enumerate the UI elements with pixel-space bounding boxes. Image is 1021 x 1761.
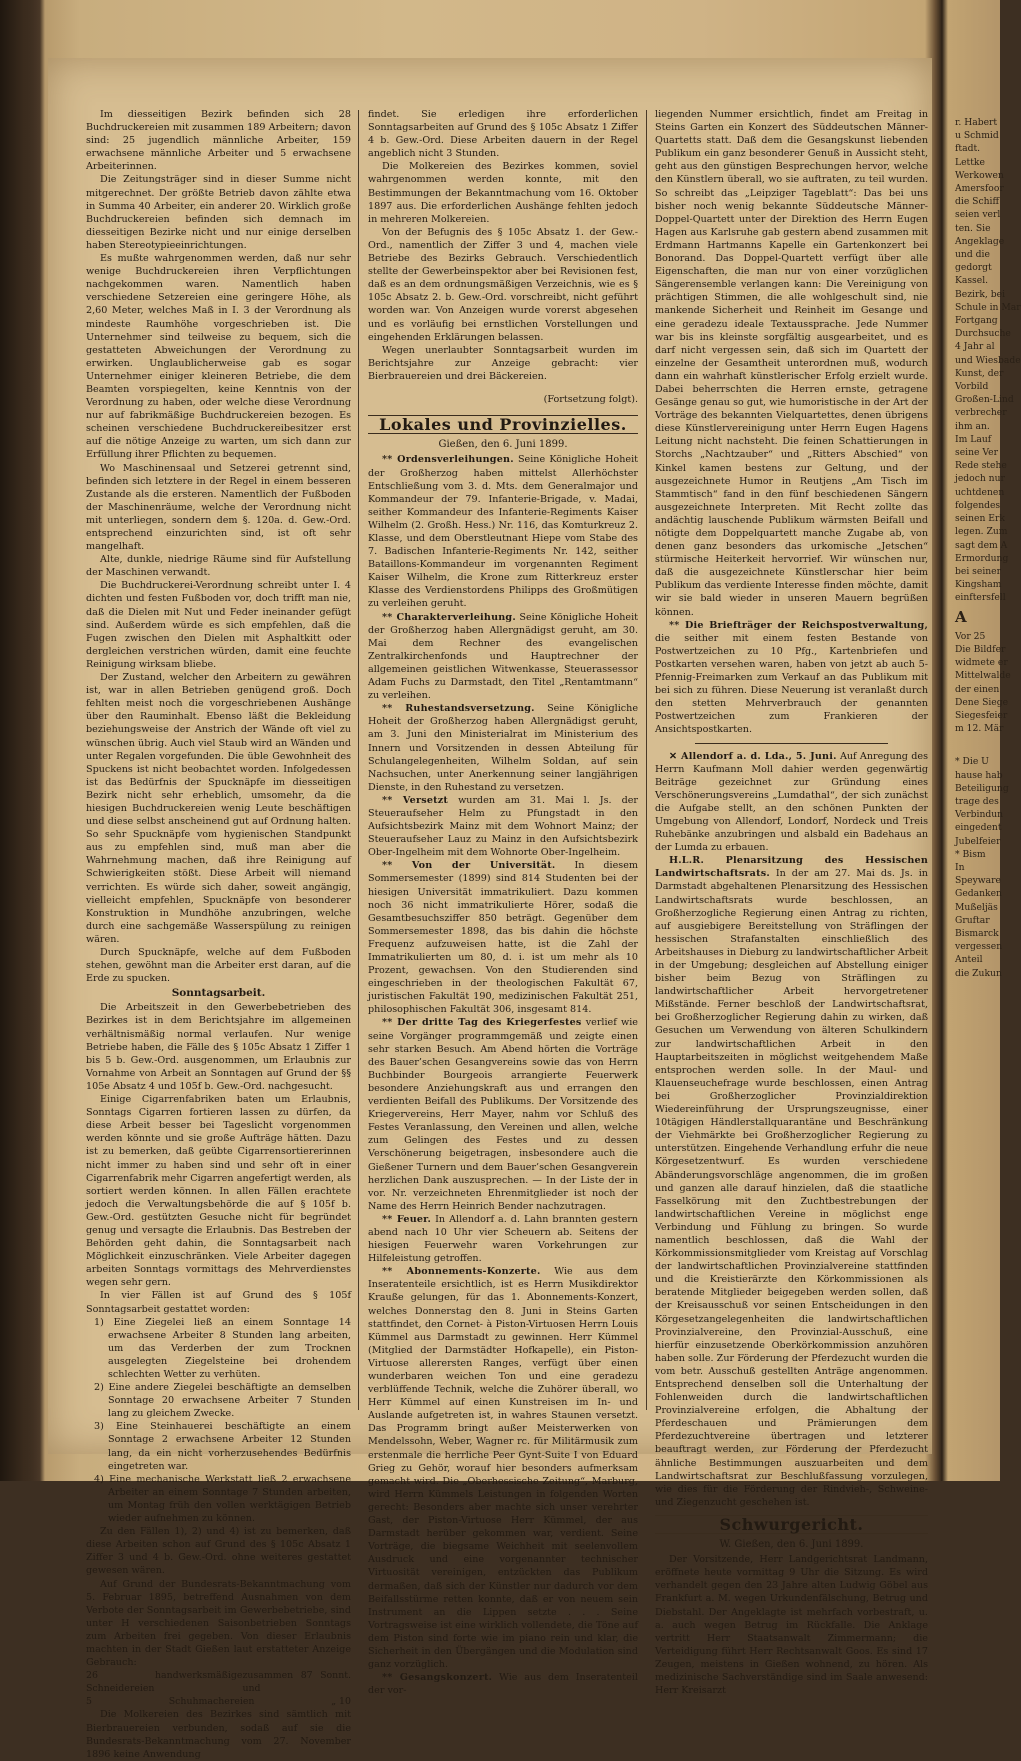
paragraph: Im diesseitigen Bezirk befinden sich 28 Buchdruckereien mit zusammen 189 Arbeitern; davon sind: 25 jugendlich männliche Arbeiter, 159 erwachsene männliche Arbeiter und 5 erwachsene Arbeiterinnen. — [86, 109, 351, 173]
fragment-line: Kassel. — [955, 275, 989, 287]
fragment-heading: A — [955, 607, 967, 626]
fragment-line: Amersfoor — [955, 183, 1004, 195]
fragment-line: seien verl — [955, 209, 1001, 221]
fragment-line: Siegesfeier — [955, 709, 1008, 721]
fragment-line: u Schmid — [955, 130, 999, 142]
news-item — [368, 859, 638, 1016]
table-cell: Schuhmachereien — [168, 1696, 255, 1708]
fragment-line: Vor 25 — [955, 630, 986, 642]
fragment-line: r. Habert — [955, 117, 998, 128]
paragraph: liegenden Nummer ersichtlich, findet am Freitag in Steins Garten ein Konzert des Süddeutschen Männer-Quartetts statt. Daß dem die Gesangskunst liebenden Publikum ein ganz besonderer Genuß in Aussicht steht, geht aus den günstigen Besprechungen hervor, welche den Künstlern überall, wo sie auftraten, zu teil wurden. So schreibt das „Leipziger Tageblatt“: Das bei uns bisher noch wenig bekannte Süddeutsche Männer-Doppel-Quartett unter der Direktion des Herrn Eugen Hagen aus Karlsruhe gab gestern abend zusammen mit Erdmann Hartmanns Kapelle ein Gartenkonzert bei Bonorand. Das Doppel-Quartett verfügt über alle Eigenschaften, die man nur von einer vorzüglichen Sängerensemble verlangen kann: Die Vereinigung von prächtigen Stimmen, die alle wohlgeschult sind, nie mankende Sicherheit und Reinheit im Gesange und eine geradezu ideale Textaussprache. Jede Nummer war bis ins kleinste sorgfältig ausgearbeitet, und es darf nicht vergessen sein, daß sich im Quartett der einzelne der Gesamtheit unterordnen muß, wodurch dann ein wahrhaft künstlerischer Erfolg erzielt wurde. Dabei beherrschten die Herren ernste, getragene Gesänge genau so gut, wie humoristische in der Art der Vorträge des bekannten Vielquartettes, denen übrigens diese Künstlervereinigung unter Herrn Eugen Hagens Leitung nicht nachsteht. Die feinen Schattierungen in Storchs „Nachtzauber“ und „Ritters Abschied“ von Kinkel kamen bestens zur Geltung, und der ausgezeichnete Humor in Reutjens „Am Tisch im Stammtisch“ fand in den fünf beschiedenen Sängern ausgezeichnete Interpreten. Mit Recht zollte das andächtig lauschende Publikum wärmsten Beifall und nötigte dem Doppelquartett manche Zugabe ab, von denen ganz besonders das urkomische „Jetschen“ stürmische Heiterkeit hervorrief. Wir wünschen nur, daß die ausgezeichnete Künstlerschar hier beim Publikum das verdiente Interesse finden möchte, damit wir sie bald wieder in unseren Mauern begrüßen können. — [655, 109, 928, 618]
paragraph: Die Buchdruckerei-Verordnung schreibt unter I. 4 dichten und festen Fußboden vor, doch trifft man nie, daß die Dielen mit Nut und Feder ineinander gefügt sind. Außerdem würde es sich empfehlen, daß die Fugen zwischen den Dielen mit Asphaltkitt oder dergleichen verstrichen würden, damit eine feuchte Reinigung wirksam bliebe. — [86, 580, 351, 670]
fragment-line: Vorbild — [955, 381, 989, 393]
item-heading: ** Feuer. — [382, 1213, 432, 1225]
news-item — [368, 702, 638, 794]
news-item — [368, 611, 638, 703]
fragment-line: vergessen — [955, 941, 1003, 953]
item-heading: ** Ordensverleihungen. — [382, 454, 514, 466]
section-title: Sonntagsarbeit. — [171, 987, 266, 1000]
column-1 — [86, 108, 351, 1760]
column-3 — [655, 108, 928, 1697]
item-text: Seine Königliche Hoheit der Großherzog haben mittelst Allerhöchster Entschließung vom 3. d. Mts. dem Generalmajor und Kommandeur der 79. Infanterie-Brigade, v. Madai, seither Kommandeur des Infanterie-Regiments Kaiser Wilhelm (2. Großh. Hess.) Nr. 116, das Komturkreuz 2. Klasse, und dem Oberstleutnant Hiepe vom Stabe des 7. Badischen Infanterie-Regiments Nr. 142, seither Bataillons-Kommandeur im vorgenannten Regiment Kaiser Wilhelm, die Krone zum Ritterkreuz erster Klasse des Verdienstordens Philipps des Großmütigen zu verleihen geruht. — [368, 454, 638, 610]
paragraph: Auf Grund der Bundesrats-Bekanntmachung vom 5. Februar 1895, betreffend Ausnahmen von dem Verbote der Sonntagsarbeit im Gewerbebetriebe, sind unter H verschiedenen Saisonbetrieben Sonntags zum Arbeiten frei gegeben. Von dieser Erlaubnis machten in der Stadt Gießen laut erstatteter Anzeige Gebrauch: — [86, 1578, 351, 1669]
fragment-lines — [955, 116, 1021, 605]
fragment-line: einftersfell — [955, 592, 1006, 604]
fragment-line: Gruftar — [955, 914, 990, 926]
news-items — [368, 453, 638, 1697]
paragraph: Die Zeitungsträger sind in dieser Summe nicht mitgerechnet. Der größte Betrieb davon zählte etwa in Summa 40 Arbeiter, ein anderer 20. Wirklich große Buchdruckereien befinden sich demnach im diesseitigen Bezirke nicht und nur einige derselben haben Stereotypieeinrichtungen. — [86, 174, 351, 251]
fragment-line: widmete er — [955, 657, 1008, 669]
fragment-line: Lettke — [955, 156, 985, 168]
column-rule — [646, 110, 647, 1410]
news-item — [655, 750, 928, 855]
fragment-line: gedorgt — [955, 262, 992, 274]
item-text: In diesem Sommersemester (1899) sind 814 Studenten bei der hiesigen Universität immatrikuliert. Dazu kommen noch 36 nicht immatrikulierte Hörer, sodaß die Gesamtbesuchsziffer 850 beträgt. Gegenüber dem Sommersemester 1898, das bis dahin die höchste Frequenz aufzuweisen hatte, ist die Zahl der Immatrikulierten um 80, d. i. ist um mehr als 10 Prozent, gewachsen. Von den Studierenden sind eingeschrieben in der theologischen Fakultät 67, juristischen Fakultät 190, medizinischen Fakultät 251, philosophischen Fakultät 306, insgesamt 814. — [368, 860, 638, 1016]
fragment-line: Gedanken — [955, 888, 1002, 900]
fragment-line: Durchsuche — [955, 328, 1011, 340]
paragraph: Wo Maschinensaal und Setzerei getrennt sind, befinden sich letztere in der Regel in einem besseren Zustande als die ersteren. Namentlich der Fußboden der Maschinenräume, welche der Verordnung nicht mit unterliegen, sondern dem §. 120a. d. Gew.-Ord. entsprechend einzurichten sind, ist oft sehr mangelhaft. — [86, 462, 351, 553]
table-cell: zusammen 87 Sonnt. und — [242, 1670, 351, 1695]
paragraph: In vier Fällen ist auf Grund des § 105f Sonntagsarbeit gestattet worden: — [86, 1290, 351, 1315]
item-heading: ** Der dritte Tag des Kriegerfestes — [382, 1017, 582, 1029]
column-rule — [358, 110, 359, 1410]
paragraph: Der Zustand, welcher den Arbeitern zu gewähren ist, war in allen Betrieben genügend groß. Doch fehlten meist noch die vorgeschriebenen Aushänge über den Rauminhalt. Ebenso läßt die Bekleidung beziehungsweise der Anstrich der Wände oft viel zu wünschen übrig. Auch viel Staub wird an Wänden und unter Regalen vorgefunden. Die üble Gewohnheit des Spuckens ist nicht beobachtet worden. Infolgedessen ist das Bedürfnis der Spucknäpfe im diesseitigen Bezirk nicht sehr erheblich, umsomehr, da die hiesigen Buchdruckereien wenig Leute beschäftigen und diese selbst anscheinend gut auf Ordnung halten. So sehr Spucknäpfe vom hygienischen Standpunkt aus zu empfehlen sind, muß man aber die Wahrnehmung machen, daß ihre Reinigung auf Schwierigkeiten stößt. Diese Arbeit will niemand verrichten. Es würde sich daher, soweit angängig, vielleicht empfehlen, Spucknäpfe von besonderer Konstruktion in Mundhöhe anzubringen, welche durch eine sachgemäße Wasserspülung zu reinigen wären. — [86, 672, 351, 945]
fragment-line: eingedent — [955, 822, 1002, 834]
item-heading: H.L.R. Plenarsitzung des Hessischen Landwirtschaftsrats. — [655, 855, 928, 880]
list-item: 3) Eine Steinhauerei beschäftigte an einem Sonntage 2 erwachsene Arbeiter 12 Stunden lang, da ein nicht vorherzusehendes Bedürfnis eingetreten war. — [94, 1421, 351, 1472]
fragment-line: folgendes — [955, 499, 1001, 511]
item-text: verlief wie seine Vorgänger programmgemäß und zeigte einen sehr starken Besuch. Am Abend hörten die Vorträge des Bauer’schen Gesangvereins sowie das von Herrn Buchbinder Bourgeois arrangierte Feuerwerk besondere Anziehungskraft aus und errangen den verdienten Beifall des Publikums. Der Vorsitzende des Kriegervereins, Herr Mayer, nahm vor Schluß des Festes Veranlassung, den Vereinen und allen, welche zum Gelingen des Festes und zu dessen Verschönerung beigetragen, insbesondere auch die Gießener Turnern und dem Bauer’schen Gesangverein herzlichen Dank auszusprechen. — In der Liste der in vor. Nr. verzeichneten Ehrenmitglieder ist noch der Name des Herrn Heinrich Bender nachzutragen. — [368, 1017, 638, 1212]
news-item — [368, 1016, 638, 1212]
paragraph: Die Molkereien des Bezirkes kommen, soviel wahrgenommen werden konnte, mit den Bestimmungen der Bekanntmachung vom 16. Oktober 1897 aus. Die erforderlichen Aushänge fehlten jedoch in mehreren Molkereien. — [368, 161, 638, 225]
dateline: Gießen, den 6. Juni 1899. — [438, 439, 568, 451]
table-cell: 26 handwerksmäßige Schneidereien — [86, 1670, 243, 1695]
paragraph: Durch Spucknäpfe, welche auf dem Fußboden stehen, gewöhnt man die Arbeiter erst daran, auf die Erde zu spucken. — [86, 947, 351, 985]
list-item: 4) Eine mechanische Werkstatt ließ 2 erwachsene Arbeiter an einem Sonntage 7 Stunden arbeiten, um Montag früh den vollen werktägigen Betrieb wieder aufnehmen zu können. — [94, 1473, 351, 1525]
item-heading: ** Abonnements-Konzerte. — [382, 1266, 541, 1278]
fragment-line: In — [955, 861, 965, 873]
paragraph: Es mußte wahrgenommen werden, daß nur sehr wenige Buchdruckereien ihren Verpflichtungen nachgekommen waren. Namentlich haben verschiedene Setzereien eine geringere Höhe, als 2,60 Meter, welches Maß in I. 3 der Verordnung als mindeste Raumhöhe vorgeschrieben ist. Die Unternehmer sind teilweise zu bequem, sich die gestatteten Abweichungen der Verordnung zu erwirken. Unglaublicherweise gab es sogar Unternehmer einiger kleineren Betriebe, die dem Beamten vorspiegelten, keine Kenntnis von der Verordnung zu haben, oder welche diese Verordnung nur auf fabrikmäßige Buchdruckereien bezogen. Es scheinen verschiedene Buchdruckereibesitzer erst auf die nötige Anzeige zu warten, um sich dann zur Erfüllung ihrer Pflichten zu bequemen. — [86, 253, 351, 461]
fragment-line: 4 Jahr al — [955, 341, 995, 353]
news-item — [655, 619, 928, 737]
table-cell: 5 — [86, 1696, 92, 1708]
fragment-line: Rede stehe — [955, 460, 1007, 472]
fragment-line: uchtdenen — [955, 486, 1005, 498]
fragment-line: ihm an. — [955, 420, 990, 432]
news-item — [368, 794, 638, 859]
item-text: In Allendorf a. d. Lahn brannten gestern abend nach 10 Uhr vier Scheuern ab. Seitens der hiesigen Feuerwehr waren Vorkehrungen zur Hilfeleistung getroffen. — [368, 1213, 638, 1265]
section-heading: Schwurgericht. — [655, 1515, 928, 1534]
fragment-line: Angeklage — [955, 235, 1005, 247]
fragment-line: Kunst, der — [955, 367, 1004, 379]
fragment-line: Ermordung — [955, 552, 1009, 564]
fragment-line: Kingsham — [955, 579, 1002, 591]
fragment-line: Anteil — [955, 954, 983, 966]
item-heading: ** Versetzt — [382, 794, 449, 806]
fragment-line: Verbindun — [955, 809, 1004, 821]
left-edge-shadow — [0, 0, 40, 1481]
fragment-line: Mußeljäs — [955, 901, 998, 913]
section-heading: Lokales und Provinzielles. — [368, 415, 638, 434]
fragment-line: sagt dem A — [955, 539, 1008, 551]
fragment-lines — [955, 630, 1011, 736]
fragment-line: legen. Zum — [955, 526, 1008, 538]
fragment-line: hause hab — [955, 769, 1003, 781]
fragment-line: ten. Sie — [955, 222, 991, 234]
fragment-line: Die Bildfer — [955, 643, 1006, 655]
fragment-line: jedoch nur — [955, 473, 1005, 485]
item-heading: ** Von der Universität. — [382, 860, 556, 872]
fragment-lines — [955, 755, 1009, 979]
table-row — [86, 1669, 351, 1695]
fragment-line: verbrecher — [955, 407, 1007, 419]
paragraph: Alte, dunkle, niedrige Räume sind für Aufstellung der Maschinen verwandt. — [86, 554, 351, 579]
paragraph: Zu den Fällen 1), 2) und 4) ist zu bemerken, daß diese Arbeiten schon auf Grund des § 105c Absatz 1 Ziffer 3 und 4 b. Gew.-Ord. ohne weiteres gestattet gewesen wären. — [86, 1526, 351, 1577]
table-row — [86, 1695, 351, 1708]
paragraph: findet. Sie erledigen ihre erforderlichen Sonntagsarbeiten auf Grund des § 105c Absatz 1 Ziffer 4 b. Gew.-Ord. Diese Arbeiten dauern in der Regel angeblich nicht 3 Stunden. — [368, 109, 638, 160]
item-text: Wie aus dem Inseratenteil der vor- — [368, 1672, 638, 1697]
paragraph: Wegen unerlaubter Sonntagsarbeit wurden im Berichtsjahre zur Anzeige gebracht: vier Bierbrauereien und drei Bäckereien. — [368, 344, 638, 382]
fragment-line: Mittelwalde — [955, 670, 1011, 682]
continuation-note: (Fortsetzung folgt). — [543, 393, 638, 405]
dateline: W. Gießen, den 6. Juni 1899. — [719, 1539, 864, 1551]
news-item — [368, 453, 638, 610]
fragment-line: und die — [955, 249, 990, 261]
paragraph: Die Arbeitszeit in den Gewerbebetrieben des Bezirkes ist in dem Berichtsjahre im allgemeinen verhältnismäßig normal verlaufen. Nur wenige Betriebe haben, die Fälle des § 105c Absatz 1 Ziffer 1 bis 5 b. Gew.-Ord. ausgenommen, um Erlaubnis zur Vornahme von Arbeit an Sonntagen auf Grund der §§ 105e Absatz 4 und 105f b. Gew.-Ord. nachgesucht. — [86, 1002, 351, 1092]
item-heading: ** Charakterverleihung. — [382, 611, 516, 623]
fragment-line: Fortgang — [955, 315, 998, 327]
item-heading: ✕ Allendorf a. d. Lda., 5. Juni. — [669, 750, 837, 762]
table-cell: „ 10 — [331, 1696, 351, 1708]
fragment-line: Im Lauf — [955, 433, 992, 445]
fragment-line: seine Ver — [955, 447, 998, 459]
fragment-line: Dene Siege — [955, 696, 1009, 708]
paragraph: Die Molkereien des Bezirkes sind sämtlich mit Bierbrauereien verbunden, sodaß auf sie die Bundesrats-Bekanntmachung vom 27. November 1896 keine Anwendung — [86, 1709, 351, 1760]
paragraph: Einige Cigarrenfabriken baten um Erlaubnis, Sonntags Cigarren fortieren lassen zu dürfen, da diese Arbeit besser bei Tageslicht vorgenommen werden könnte und sie große Aufträge hätten. Dazu ist zu bemerken, daß geübte Cigarrensortiererinnen nicht immer zu haben sind und sehr oft in einer Cigarrenfabrik mehr Cigarren angefertigt werden, als sortiert werden können. In allen Fällen erachtete jedoch die Verwaltungsbehörde die auf § 105f b. Gew.-Ord. gestützten Gesuche nicht für begründet genug und versagte die Erlaubnis. Das Bestreben der Behörden geht dahin, die Sonntagsarbeit nach Möglichkeit einzuschränken. Viele Arbeiter dagegen arbeiten Sonntags vormittags des Mehrverdienstes wegen sehr gern. — [86, 1094, 351, 1289]
fragment-line: Bezirk, bei — [955, 288, 1006, 300]
fragment-line: und Wiesbade — [955, 354, 1021, 366]
fragment-line: die Schiff — [955, 196, 999, 208]
list-item: 1) Eine Ziegelei ließ an einem Sonntage 14 erwachsene Arbeiter 8 Stunden lang arbeiten, um das Verderben der zum Trocknen ausgelegten Ziegelsteine bei drohendem schlechten Wetter zu verhüten. — [94, 1316, 351, 1380]
news-item — [655, 854, 928, 1509]
fragment-line: Jubelfeier — [955, 835, 1001, 847]
fragment-line: trage des — [955, 795, 999, 807]
divider — [695, 743, 888, 744]
news-item — [368, 1671, 638, 1697]
adjacent-page-fragment — [955, 116, 1021, 1416]
fragment-line: seinen Erk — [955, 513, 1005, 525]
item-text: Seine Königliche Hoheit der Großherzog haben Allergnädigst geruht, am 3. Juni den Ministerialrat im Ministerium des Innern und Vorsitzenden in dessen Abteilung für Schulangelegenheiten, Wilhelm Soldan, auf sein Nachsuchen, unter Anerkennung seiner langjährigen Dienste, in den Ruhestand zu versetzen. — [368, 703, 638, 793]
fragment-line: die Zukun — [955, 967, 1002, 979]
fragment-line: m 12. Mär — [955, 723, 1004, 735]
fragment-line: Bismarck — [955, 927, 999, 939]
item-text: Auf Anregung des Herrn Kaufmann Moll dahier werden gegenwärtig Beiträge gezeichnet zur Gründung eines Verschönerungsvereins „Lumdathal“, der sich zunächst die Aufgabe stellt, an den schönen Punkten der Umgebung von Allendorf, Londorf, Nordeck und Treis Ruhebänke anzubringen und alsbald ein Badehaus an der Lumda zu erbauen. — [655, 750, 928, 854]
paragraph: Der Vorsitzende, Herr Landgerichtsrat Landmann, eröffnete heute vormittag 9 Uhr die Sitzung. Es wird verhandelt gegen den 23 Jahre alten Ludwig Göbel aus Frankfurt a. M. wegen Urkundenfälschung, Betrug und Diebstahl. Der Angeklagte ist mehrfach vorbestraft, u. a. auch wegen Betrug im Rückfalle. Die Anklage vertritt Herr Staatsanwalt Zimmermann; die Verteidigung führt Herr Rechtsanwalt Goos. Es sind 17 Zeugen, meistens in Gießen wohnend, zu hören. Als medizinische Sachverständige sind im Saale anwesend: Herr Kreisarzt — [655, 1554, 928, 1697]
fragment-line: * Bism — [955, 848, 986, 860]
paragraph: Von der Befugnis des § 105c Absatz 1. der Gew.-Ord., namentlich der Ziffer 3 und 4, machen viele Betriebe des Bezirks Gebrauch. Verschiedentlich stellte der Gewerbeinspektor aber bei Revisionen fest, daß es an dem ordnungsmäßigen Verzeichnis, wie es § 105c Absatz 2. b. Gew.-Ord. vorschreibt, nicht geführt worden war. Von Anzeigen wurde vorerst abgesehen und es vorläufig bei ernstlichen Vorstellungen und eingehenden Erklärungen belassen. — [368, 226, 638, 343]
news-item — [368, 1213, 638, 1265]
fragment-line: Schule in Mar — [955, 301, 1021, 313]
column-2 — [368, 108, 638, 1697]
fragment-line: Speyware — [955, 875, 1001, 887]
fragment-line: Großen-Lind — [955, 394, 1014, 406]
item-text: In der am 27. Mai ds. Js. in Darmstadt abgehaltenen Plenarsitzung des Hessischen Landwirtschaftsrats wurde beschlossen, an Großherzogliche Regierung einen Antrag zu richten, auf ausgiebigere Bereitstellung von Sträflingen der hessischen Strafanstalten einschließlich des Arbeitshauses in Dieburg zu landwirtschaftlicher Arbeit in der Umgebung; desgleichen auf Abstellung einiger bisher beim Bezug von Sträflingen zu landwirtschaftlicher Arbeit hervorgetretener Mißstände. Ferner beschloß der Landwirtschaftsrat, bei Großherzoglicher Regierung dahin zu wirken, daß Gesuchen um Verwendung von älteren Schulkindern zur landwirtschaftlichen Arbeit in den Hauptarbeitszeiten in möglichst weitgehendem Maße entsprochen werden solle. In der Maul- und Klauenseuchefrage wurde beschlossen, einen Antrag bei Großherzoglicher Provinzialdirektion Wiedereinführung der Ursprungszeugnisse, einer 10tägigen Händlerstallquarantäne und Beschränkung der Viehmärkte bei Großherzoglicher Regierung zu unterstützen. Eingehende Verhandlung erfuhr die neue Körgesetzentwurf. Es wurden verschiedene Abänderungsvorschläge angenommen, die im großen und ganzen alle darauf hinzielen, daß die staatliche Fasselkörung mit den Zuchtbestrebungen der landwirtschaftlichen Vereine in möglichst enge Verbindung und Fühlung zu bringen. So wurde namentlich beschlossen, daß die Wahl der Körkommissionsmitglieder vom Kreistag auf Vorschlag der landwirtschaftlichen Provinzialvereine stattfinden und die Kreistierärzte den Körkommissionen als beratende Mitglieder beigegeben werden sollen, daß der Kreisausschuß vor seinen Entscheidungen in den Körgesetzangelegenheiten die landwirtschaftlichen Provinzialvereine, den Provinzial-Ausschuß, eine hierfür einzusetzende Oberkörkommission anzuhören haben solle. Zur Förderung der Pferdezucht wurden die vom betr. Ausschuß gestellten Anträge angenommen. Entsprechend denselben soll die Unterhaltung der Fohlenweiden durch die landwirtschaftlichen Provinzialvereine erfolgen, die Abhaltung der Pferdeschauen und Prämierungen dem Pferdezuchtvereine übertragen und letzterer beauftragt werden, zur Förderung der Pferdezucht ähnliche Bestimmungen auszuarbeiten und dem Landwirtschaftsrat zur Beschlußfassung vorzulegen, wie dies für die Förderung der Rindvieh-, Schweine- und Ziegenzucht geschehen ist. — [655, 868, 928, 1508]
item-text: Seine Königliche Hoheit der Großherzog haben Allergnädigst geruht, am 30. Mai dem Rechner des evangelischen Zentralkirchenfonds und Hauptrechner der allgemeinen geistlichen Witwenkasse, Steuerassessor Adam Fuchs zu Darmstadt, den Titel „Rentamtmann“ zu verleihen. — [368, 611, 638, 702]
item-heading: ** Die Briefträger der Reichspostverwaltung, — [669, 619, 928, 631]
fragment-line: bei seiner — [955, 565, 1002, 577]
fragment-line: Werkowen — [955, 169, 1004, 181]
item-heading: ** Ruhestandsversetzung. — [382, 703, 535, 715]
item-heading: ** Gesangskonzert. — [382, 1672, 493, 1684]
fragment-line: der einen — [955, 683, 1000, 695]
news-item — [368, 1265, 638, 1671]
fragment-line: Beteiligung — [955, 782, 1009, 794]
fragment-line: * Die U — [955, 756, 989, 768]
item-text: wurden am 31. Mai l. Js. der Steueraufseher Helm zu Pfungstadt in den Aufsichtsbezirk Mainz mit dem Wohnort Mainz; der Steueraufseher Lauz zu Mainz in den Aufsichtsbezirk Ober-Ingelheim mit dem Wohnorte Ober-Ingelheim. — [368, 794, 638, 859]
item-text: die seither mit einem festen Bestande von Postwertzeichen zu 10 Pfg., Kartenbriefen und Postkarten versehen waren, haben von jetzt ab auch 5-Pfennig-Freimarken zum Verkauf an das Publikum mit bei sich zu führen. Diese Neuerung ist veranlaßt durch den stetten Mehrverbrauch der genannten Postwertzeichen zum Frankieren der Ansichtspostkarten. — [655, 632, 928, 736]
item-text: Wie aus dem Inseratenteile ersichtlich, ist es Herrn Musikdirektor Krauße gelungen, für das 1. Abonnements-Konzert, welches Donnerstag den 8. Juni in Steins Garten stattfindet, den Cornet- à Piston-Virtuosen Herrn Louis Kümmel aus Darmstadt zu gewinnen. Herr Kümmel (Mitglied der Darmstädter Hofkapelle), ein Piston-Virtuose allerersten Ranges, verfügt über einen wunderbaren weichen Ton und eine geradezu verblüffende Technik, welche die Zuhörer überall, wo Herr Kümmel auf einen Kunstreisen im In- und Auslande aufgetreten ist, in wahres Staunen versetzt. Das Programm bringt außer Meisterwerken von Mendelssohn, Weber, Wagner rc. für Militärmusik zum erstenmale die herrliche Peer Gynt-Suite I von Eduard Grieg zu Gehör, worauf hier besonders aufmerksam gemacht wird. Die „Oberhessische Zeitung“, Marburg, wird Herrn Kümmels Leistungen in folgenden Worten gerecht: Besonders aber machte sich unser verehrter Gast, der Piston-Virtuose Herr Kümmel, der aus Darmstadt herüber gekommen war, verdient. Seine Vorträge, die biegsame Weichheit mit seelenvollem Ausdruck und eine vorgenannter technischer Virtuosität vereinigen, entzückten das Publikum dermaßen, daß sich der Künstler nur dadurch vor dem Beifallsstürme retten konnte, daß er von neuem sein Instrument an die Lippen setzte . . . Seine Vortragsweise ist eine wirklich vollendete, die Töne auf dem Piston sind forte wie im piano rein und klar, die Sicherheit in den Übergängen und die Modulation sind ganz vorzüglich. — [368, 1266, 638, 1671]
fragment-line: ftadt. — [955, 143, 981, 155]
list-item: 2) Eine andere Ziegelei beschäftigte an demselben Sonntage 20 erwachsene Arbeiter 7 Stunden lang zu gleichem Zwecke. — [94, 1382, 351, 1420]
